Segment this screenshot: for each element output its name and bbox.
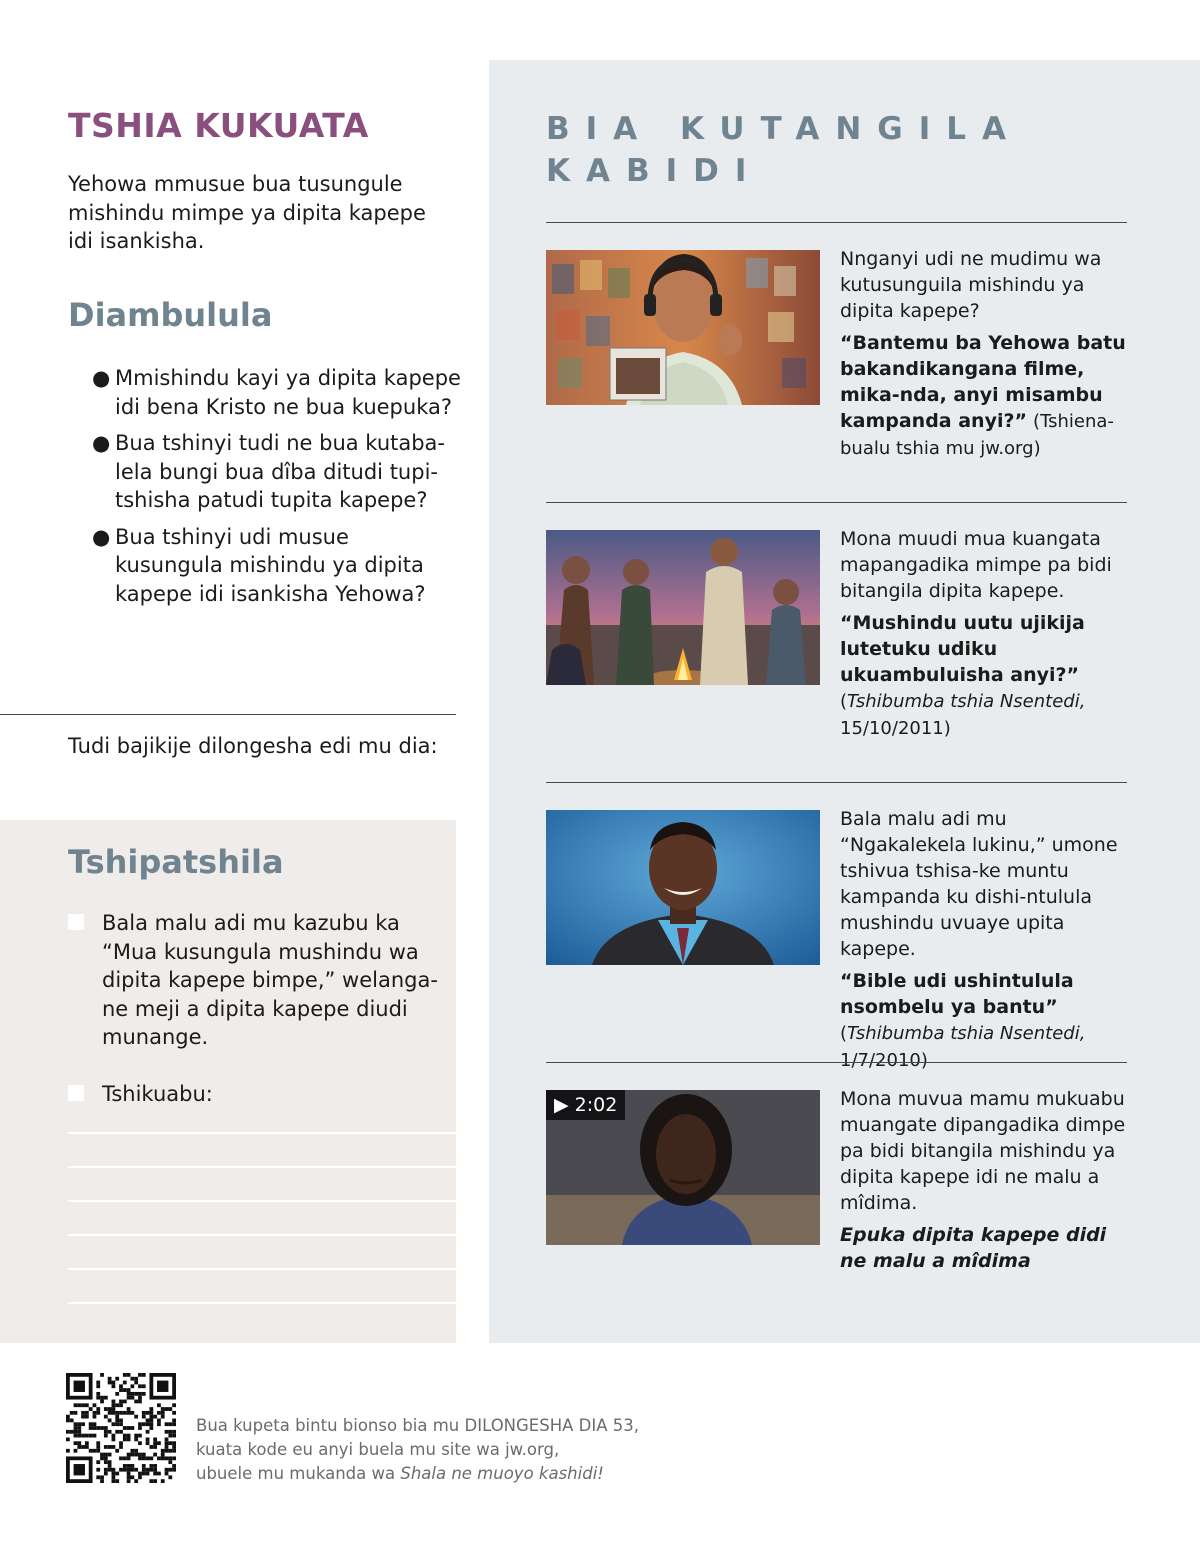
divider bbox=[546, 1062, 1127, 1063]
bullet-icon: ● bbox=[92, 431, 111, 455]
resource-source: (Tshiena-bualu tshia mu jw.org) bbox=[840, 411, 1114, 459]
divider bbox=[546, 782, 1127, 783]
resource-title-link[interactable]: “Bantemu ba Yehowa batu bakandikangana filme, mika-nda, anyi misambu kampanda anyi?” bbox=[840, 332, 1126, 432]
goal-text: Bala malu adi mu kazubu ka “Mua kusungula mushindu wa dipita kapepe bimpe,” welanga-ne meji a dipita kapepe diudi munange. bbox=[102, 911, 438, 1049]
review-questions bbox=[92, 364, 462, 616]
goal-heading: Tshipatshila bbox=[68, 843, 284, 881]
article-thumbnail-man-portrait[interactable] bbox=[546, 810, 820, 965]
intro-text: Yehowa mmusue bua tusungule mishindu mimpe ya dipita kapepe idi isankisha. bbox=[68, 172, 426, 253]
video-duration-badge: ▶ 2:02 bbox=[546, 1090, 625, 1120]
footer-note: Bua kupeta bintu bionso bia mu DILONGESHA DIA 53, kuata kode eu anyi buela mu site wa jw.org, ubuele mu mukanda wa Shala ne muoyo kashidi! bbox=[196, 1416, 639, 1483]
goal-checkbox[interactable] bbox=[68, 914, 84, 930]
section-heading: TSHIA KUKUATA bbox=[68, 106, 369, 145]
review-heading: Diambulula bbox=[68, 296, 273, 334]
video-title-link[interactable]: Epuka dipita kapepe didi ne malu a mîdima bbox=[840, 1224, 1107, 1272]
resource-item: Bala malu adi mu “Ngakalekela lukinu,” umone tshivua tshisa-ke muntu kampanda ku dishi-ntulula mushindu uvuaye upita kapepe. “Bible udi ushintulula nsombelu ya bantu” (Tshibumba tshia Nsentedi, 1/7/2010) bbox=[840, 806, 1130, 1074]
video-thumbnail-woman[interactable] bbox=[546, 1090, 820, 1245]
other-goal-checkbox[interactable] bbox=[68, 1085, 84, 1101]
write-line[interactable] bbox=[68, 1302, 456, 1304]
write-line[interactable] bbox=[68, 1234, 456, 1236]
write-line[interactable] bbox=[68, 1132, 456, 1134]
review-question: ● Bua tshinyi tudi ne bua kutaba-lela bungi bua dîba ditudi tupi-tshisha patudi tupita kapepe? bbox=[92, 431, 446, 512]
publication-name: Tshibumba tshia Nsentedi, bbox=[847, 691, 1086, 712]
resource-title-link[interactable]: “Bible udi ushintulula nsombelu ya bantu” bbox=[840, 970, 1074, 1018]
explore-heading: BIA KUTANGILA KABIDI bbox=[546, 111, 1022, 189]
bullet-icon: ● bbox=[92, 366, 111, 390]
completion-date-label: Tudi bajikije dilongesha edi mu dia: bbox=[68, 734, 438, 758]
article-thumbnail-youth-music[interactable] bbox=[546, 250, 820, 405]
divider bbox=[0, 714, 456, 715]
resource-item bbox=[840, 1086, 1130, 1274]
publication-date: 1/7/2010) bbox=[840, 1050, 928, 1071]
resource-title-link[interactable]: “Mushindu uutu ujikija lutetuku udiku ukuambuluisha anyi?” bbox=[840, 612, 1085, 686]
review-question: ● Bua tshinyi udi musue kusungula mishindu ya dipita kapepe idi isankisha Yehowa? bbox=[92, 524, 426, 606]
resource-item: Mona muudi mua kuangata mapangadika mimpe pa bidi bitangila dipita kapepe. “Mushindu uutu ujikija lutetuku udiku ukuambuluisha anyi?” (Tshibumba tshia Nsentedi, 15/10/2011) bbox=[840, 526, 1130, 742]
resource-item bbox=[840, 246, 1130, 462]
divider bbox=[546, 502, 1127, 503]
bullet-icon: ● bbox=[92, 524, 111, 549]
review-question: ● Mmishindu kayi ya dipita kapepe idi bena Kristo ne bua kuepuka? bbox=[92, 366, 461, 419]
resource-description: Mona muudi mua kuangata mapangadika mimpe pa bidi bitangila dipita kapepe. bbox=[840, 528, 1112, 602]
article-thumbnail-campfire[interactable] bbox=[546, 530, 820, 685]
resource-description: Bala malu adi mu “Ngakalekela lukinu,” umone tshivua tshisa-ke muntu kampanda ku dishi-ntulula mushindu uvuaye upita kapepe. bbox=[840, 808, 1118, 960]
qr-code[interactable] bbox=[66, 1373, 176, 1483]
write-line[interactable] bbox=[68, 1200, 456, 1202]
divider bbox=[546, 222, 1127, 223]
goal-box bbox=[0, 820, 456, 1343]
resource-description: Nnganyi udi ne mudimu wa kutusunguila mishindu ya dipita kapepe? bbox=[840, 248, 1102, 322]
write-line[interactable] bbox=[68, 1166, 456, 1168]
write-line[interactable] bbox=[68, 1268, 456, 1270]
book-title: Shala ne muoyo kashidi! bbox=[400, 1464, 604, 1483]
other-goal-label: Tshikuabu: bbox=[102, 1082, 213, 1106]
resource-description: Mona muvua mamu mukuabu muangate dipangadika dimpe pa bidi bitangila mishindu ya dipita kapepe idi ne malu a mîdima. bbox=[840, 1088, 1126, 1214]
publication-date: 15/10/2011) bbox=[840, 718, 951, 739]
publication-name: Tshibumba tshia Nsentedi, bbox=[847, 1023, 1086, 1044]
